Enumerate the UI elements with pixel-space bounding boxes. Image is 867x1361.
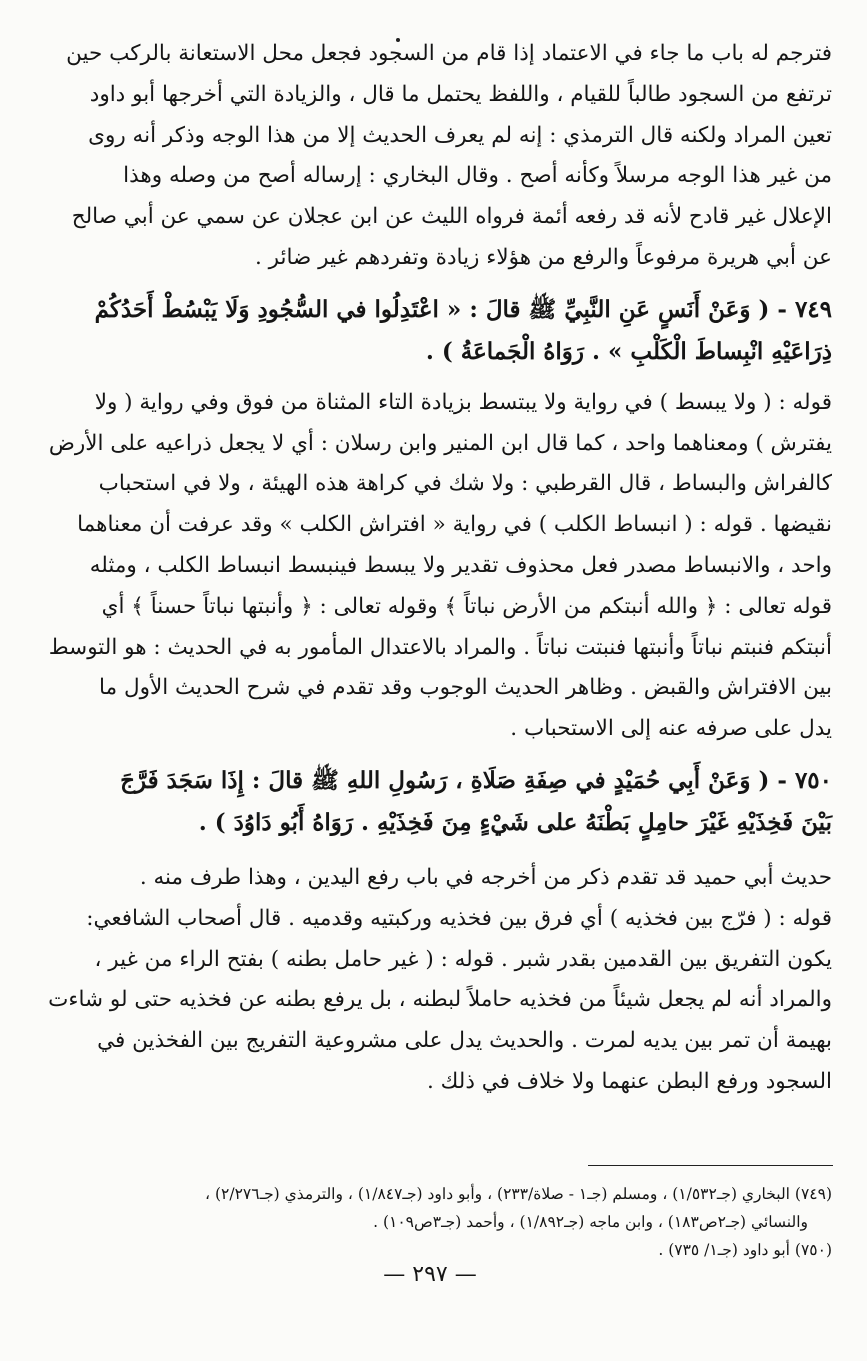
hadith-line: ٧٥٠ - ( وَعَنْ أَبِي حُمَيْدٍ في صِفَةِ صَلَاةِ ، رَسُولِ اللهِ ﷺ قالَ : إِذَا سَجَدَ فَرَّجَ: [120, 766, 832, 794]
text-line: يفترش ) ومعناهما واحد ، كما قال ابن المنير وابن رسلان : أي لا يجعل ذراعيه على الأرض: [48, 430, 832, 456]
spacer: [36, 279, 832, 289]
text-line: واحد ، والانبساط مصدر فعل محذوف تقدير ولا يبسط فينبسط انبساط الكلب ، ومثله: [89, 552, 832, 578]
text-line: بهيمة أن تمر بين يديه لمرت . والحديث يدل على مشروعية التفريج بين الفخذين في: [97, 1028, 832, 1054]
text-line: أنبتكم فنبتم نباتاً وأنبتها فنبتت نباتاً . والمراد بالاعتدال المأمور به في الحديث : هو التوسط: [48, 634, 832, 660]
spacer: [36, 373, 832, 383]
text-line: من غير هذا الوجه مرسلاً وكأنه أصح . وقال البخاري : إرساله أصح من وصله وهذا: [123, 163, 832, 189]
text-line: حديث أبي حميد قد تقدم ذكر من أخرجه في باب رفع اليدين ، وهذا طرف منه .: [139, 864, 832, 890]
commentary-749: [36, 383, 832, 750]
text-line: قوله تعالى : ﴿ والله أنبتكم من الأرض نباتاً ﴾ وقوله تعالى : ﴿ وأنبتها نباتاً حسناً ﴾ أي: [101, 593, 832, 619]
footnote-749-line2: والنسائي (جـ٢ص١٨٣) ، وابن ماجه (جـ١/٨٩٢) ، وأحمد (جـ٣ص١٠٩) .: [373, 1213, 808, 1231]
spacer: [36, 844, 832, 858]
text-line: يكون التفريق بين القدمين بقدر شبر . قوله : ( غير حامل بطنه ) بفتح الراء من غير ،: [94, 946, 832, 972]
text-line: السجود ورفع البطن عنهما ولا خلاف في ذلك .: [427, 1068, 832, 1094]
hadith-line: ٧٤٩ - ( وَعَنْ أَنَسٍ عَنِ النَّبِيِّ ﷺ قالَ : « اعْتَدِلُوا في السُّجُودِ وَلَا يَبْسُطْ أَحَدُكُمْ: [94, 295, 832, 323]
commentary-750: [36, 858, 832, 1103]
hadith-750: [36, 760, 832, 844]
hadith-749: [36, 289, 832, 373]
text-line: تعين المراد ولكنه قال الترمذي : إنه لم يعرف الحديث إلا من هذا الوجه وذكر أنه روى: [88, 122, 832, 148]
footnotes: [36, 1180, 832, 1264]
text-line: ترتفع من السجود طالباً للقيام ، واللفظ يحتمل ما قال ، والزيادة التي أخرجها أبو داود: [89, 81, 832, 107]
footnote-749-line1: (٧٤٩) البخاري (جـ١/٥٣٢) ، ومسلم (جـ١ - صلاة/٢٣٣) ، وأبو داود (جـ١/٨٤٧) ، والترمذي (جـ٢/٢٧٦) ،: [205, 1185, 832, 1203]
page-body: [36, 34, 832, 1103]
hadith-line: ذِرَاعَيْهِ انْبِساطَ الْكَلْبِ » . رَوَاهُ الْجَماعَةُ ) .: [425, 337, 832, 365]
text-line: كالفراش والبساط ، قال القرطبي : ولا شك في كراهة هذه الهيئة ، ولا في استحباب: [98, 471, 832, 497]
footnote-separator: [588, 1165, 833, 1166]
text-line: عن أبي هريرة مرفوعاً والرفع من هؤلاء زيادة وتفردهم غير ضائر .: [254, 244, 832, 270]
page-number: — ٢٩٧ —: [383, 1262, 477, 1287]
hadith-line: بَيْنَ فَخِذَيْهِ غَيْرَ حامِلٍ بَطْنَهُ على شَيْءٍ مِنَ فَخِذَيْهِ . رَوَاهُ أَبُو دَاوُدَ ) .: [198, 808, 832, 836]
text-line: والمراد أنه لم يجعل شيئاً من فخذيه حاملاً لبطنه ، بل يرفع بطنه عن فخذيه حتى لو شاءت: [48, 987, 832, 1013]
text-line: نقيضها . قوله : ( انبساط الكلب ) في رواية « افتراش الكلب » وقد عرفت أن معناهما: [77, 512, 832, 538]
text-line: بين الافتراش والقبض . وظاهر الحديث الوجوب وقد تقدم في شرح الحديث الأول ما: [99, 675, 832, 701]
spacer: [36, 750, 832, 760]
text-line: فترجم له باب ما جاء في الاعتماد إذا قام من السجود فجعل محل الاستعانة بالركب حين: [66, 41, 832, 66]
text-line: يدل على صرفه عنه إلى الاستحباب .: [510, 716, 832, 742]
footnote-750: (٧٥٠) أبو داود (جـ١/ ٧٣٥) .: [658, 1241, 832, 1259]
paragraph-continuation: [36, 34, 832, 279]
text-line: قوله : ( فرّج بين فخذيه ) أي فرق بين فخذيه وركبتيه وقدميه . قال أصحاب الشافعي:: [86, 905, 832, 931]
text-line: الإعلال غير قادح لأنه قد رفعه أئمة فرواه الليث عن ابن عجلان عن سمي عن أبي صالح: [71, 204, 832, 230]
text-line: قوله : ( ولا يبسط ) في رواية ولا يبتسط بزيادة التاء المثناة من فوق وفي رواية ( ولا: [94, 389, 832, 415]
